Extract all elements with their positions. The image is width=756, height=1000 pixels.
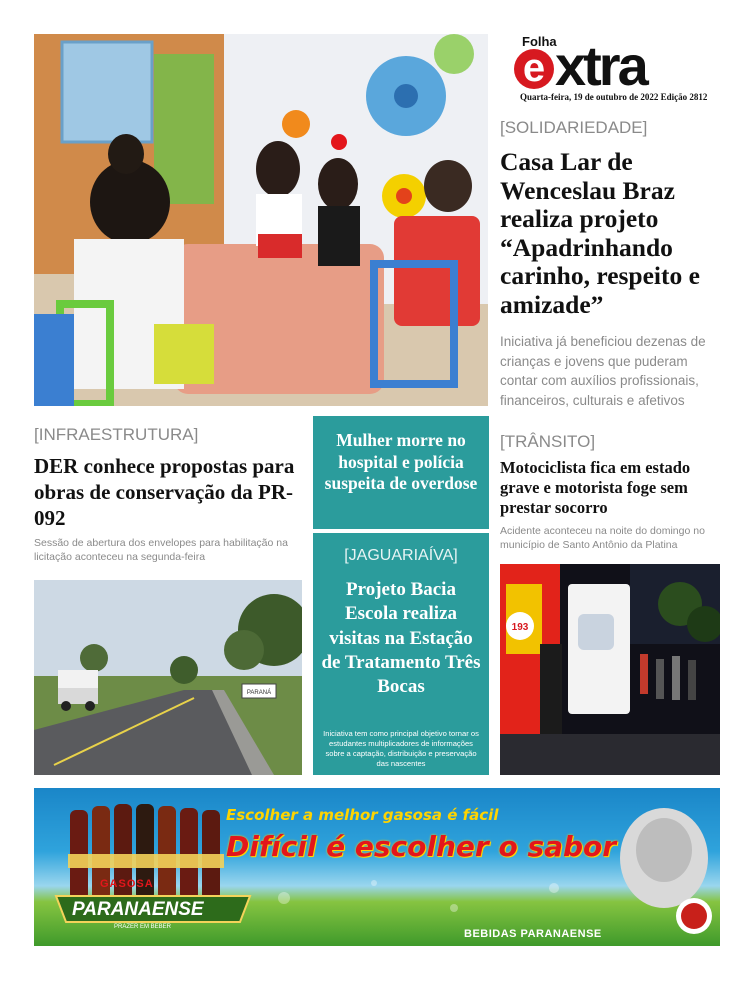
overdose-headline[interactable]: Mulher morre no hospital e polícia suspeita de overdose: [324, 430, 478, 493]
edition-line: Quarta-feira, 19 de outubro de 2022 Edição 2812: [520, 92, 708, 102]
masthead: [514, 34, 724, 106]
transito-deck: Acidente aconteceu na noite do domingo no município de Santo Antônio da Platina: [500, 525, 705, 551]
overdose-box[interactable]: [313, 416, 489, 529]
road-sign-text: PARANÁ: [246, 690, 272, 696]
lead-photo-illustration: [34, 34, 488, 406]
ambulance-photo[interactable]: [500, 564, 720, 775]
transito-tag: [TRÂNSITO]: [500, 432, 596, 451]
ad-brand-sub: PRAZER EM BEBER: [114, 924, 172, 930]
logo-extra: [514, 34, 646, 97]
infra-tag: [INFRAESTRUTURA]: [34, 425, 199, 444]
ad-brand: PARANAENSE: [72, 899, 204, 920]
lead-deck: Iniciativa já beneficiou dezenas de crianças e jovens que puderam contar com auxílios profissionais, financeiros, culturais e afetivos: [500, 334, 706, 408]
ambulance-number: 193: [511, 622, 529, 633]
ad-headline: Difícil é escolher o sabor: [226, 830, 617, 863]
lead-photo[interactable]: [34, 34, 488, 406]
ad-footer: BEBIDAS PARANAENSE: [464, 928, 602, 940]
jaguariaiva-tag: [JAGUARIAÍVA]: [344, 547, 458, 564]
logo-extra-text: xtra: [555, 34, 646, 97]
jaguariaiva-headline[interactable]: Projeto Bacia Escola realiza visitas na Estação de Tratamento Três Bocas: [321, 579, 481, 698]
infra-headline[interactable]: DER conhece propostas para obras de conservação da PR-092: [34, 454, 295, 530]
ad-brand-top: GASOSA: [100, 878, 154, 890]
ad-banner[interactable]: [34, 788, 720, 946]
jaguariaiva-box[interactable]: [313, 533, 489, 775]
ambulance-photo-illustration: [500, 564, 720, 775]
lead-tag: [SOLIDARIEDADE]: [500, 118, 648, 137]
lead-headline[interactable]: Casa Lar de Wenceslau Braz realiza projeto “Apadrinhando carinho, respeito e amizade”: [500, 147, 700, 319]
road-photo-illustration: [34, 580, 302, 775]
transito-headline[interactable]: Motociclista fica em estado grave e motorista foge sem prestar socorro: [500, 458, 691, 517]
infra-deck: Sessão de abertura dos envelopes para habilitação na licitação aconteceu na segunda-feira: [34, 537, 288, 563]
logo-e-icon: e: [514, 49, 554, 89]
road-photo[interactable]: [34, 580, 302, 775]
ad-slogan: Escolher a melhor gasosa é fácil: [226, 806, 499, 824]
jaguariaiva-deck: Iniciativa tem como principal objetivo tornar os estudantes multiplicadores de informações sobre a captação, distribuição e preservação das nascentes: [323, 729, 479, 768]
masthead-folha: Folha: [522, 34, 557, 49]
